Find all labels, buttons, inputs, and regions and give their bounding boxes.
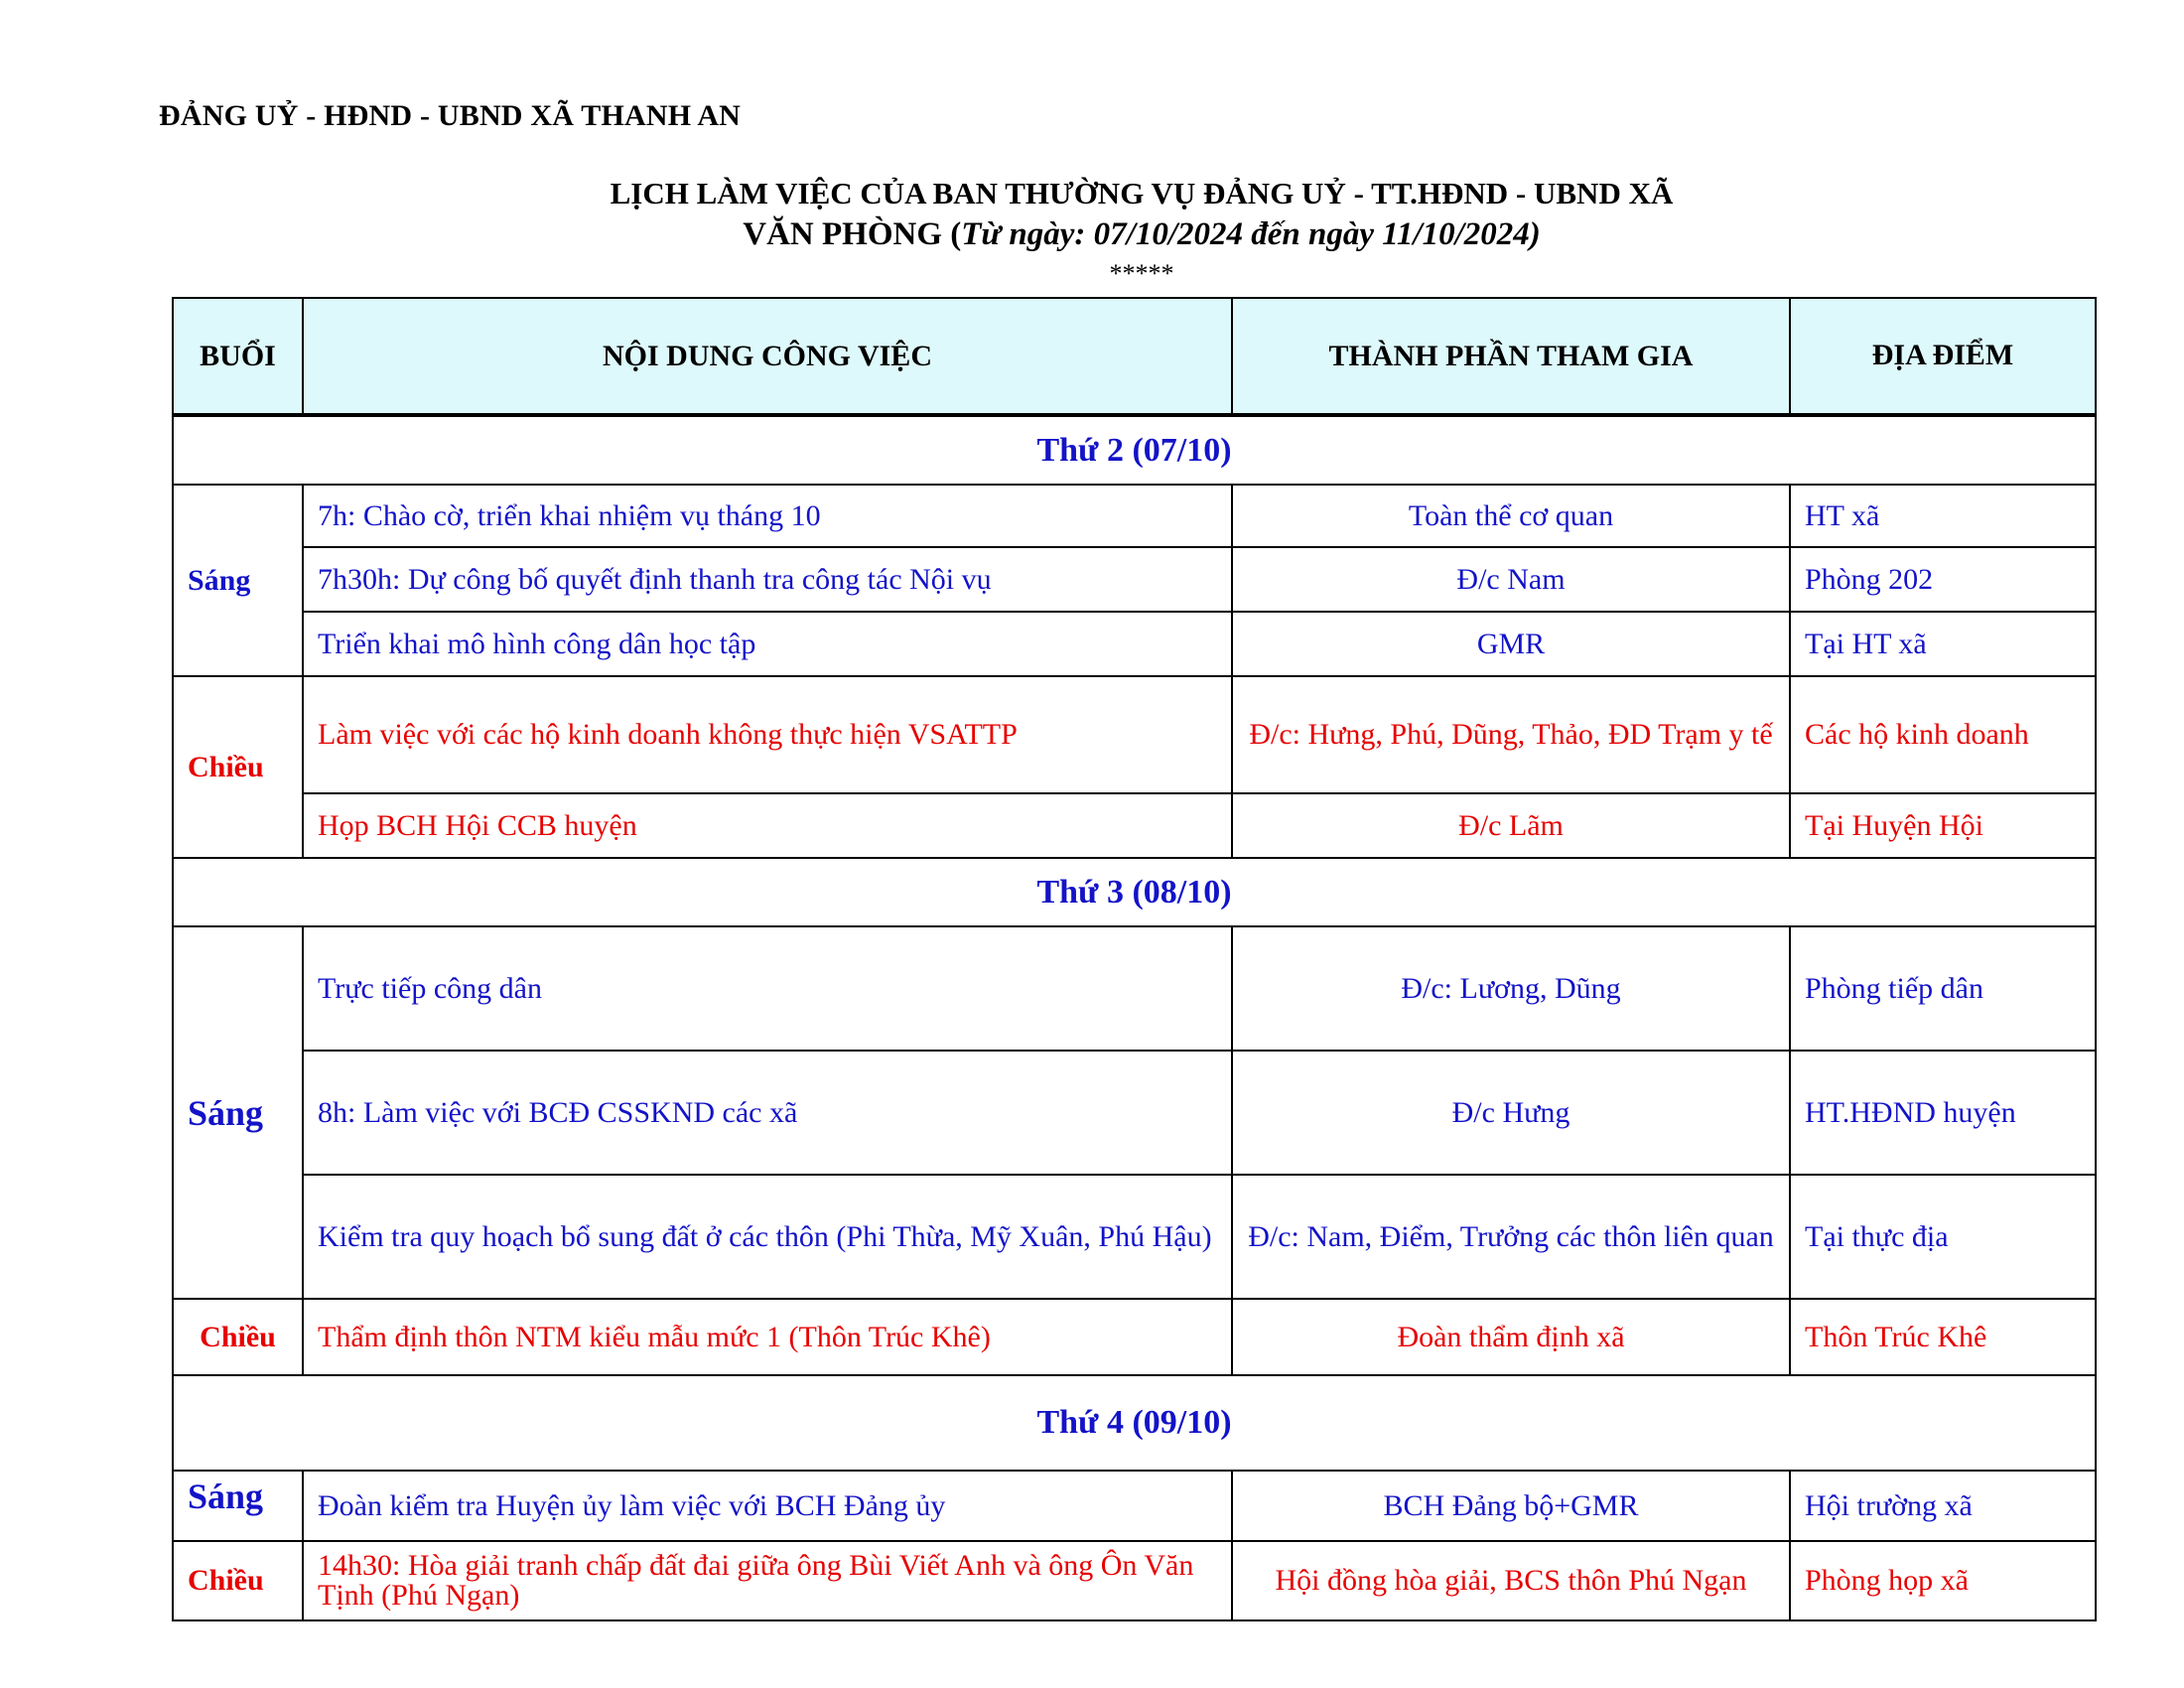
- task-content: Trực tiếp công dân: [303, 926, 1232, 1051]
- day-label: Thứ 3 (08/10): [173, 858, 2096, 926]
- document-subtitle: [0, 216, 2184, 253]
- task-location: HT xã: [1790, 485, 2096, 547]
- column-header-content: NỘI DUNG CÔNG VIỆC: [303, 298, 1232, 415]
- table-header-row: [173, 298, 2096, 415]
- task-participants: Đ/c: Nam, Điểm, Trưởng các thôn liên quan: [1232, 1175, 1790, 1299]
- task-location: Phòng họp xã: [1790, 1541, 2096, 1620]
- task-location: Các hộ kinh doanh: [1790, 676, 2096, 793]
- task-location: Phòng tiếp dân: [1790, 926, 2096, 1051]
- day-row: [173, 415, 2096, 485]
- table-row: [173, 612, 2096, 676]
- task-participants: Toàn thể cơ quan: [1232, 485, 1790, 547]
- stars-divider: *****: [1109, 259, 1174, 288]
- task-content: 8h: Làm việc với BCĐ CSSKND các xã: [303, 1051, 1232, 1175]
- task-location: Tại Huyện Hội: [1790, 793, 2096, 858]
- schedule-table: [172, 297, 2097, 1621]
- task-location: Hội trường xã: [1790, 1471, 2096, 1541]
- session-label: Chiều: [173, 676, 303, 858]
- task-participants: Đ/c Lãm: [1232, 793, 1790, 858]
- task-location: Tại thực địa: [1790, 1175, 2096, 1299]
- table-row: [173, 1541, 2096, 1620]
- task-participants: Đ/c Nam: [1232, 547, 1790, 612]
- task-participants: Đoàn thẩm định xã: [1232, 1299, 1790, 1375]
- task-participants: Đ/c Hưng: [1232, 1051, 1790, 1175]
- table-row: [173, 1175, 2096, 1299]
- task-participants: BCH Đảng bộ+GMR: [1232, 1471, 1790, 1541]
- task-content: Kiểm tra quy hoạch bổ sung đất ở các thôn (Phi Thừa, Mỹ Xuân, Phú Hậu): [303, 1175, 1232, 1299]
- column-header-participants: THÀNH PHẦN THAM GIA: [1232, 298, 1790, 415]
- task-content: 7h30h: Dự công bố quyết định thanh tra công tác Nội vụ: [303, 547, 1232, 612]
- day-row: [173, 858, 2096, 926]
- task-content: 7h: Chào cờ, triển khai nhiệm vụ tháng 10: [303, 485, 1232, 547]
- date-range: Từ ngày: 07/10/2024 đến ngày 11/10/2024): [961, 216, 1541, 252]
- task-content: Triển khai mô hình công dân học tập: [303, 612, 1232, 676]
- table-row: [173, 1299, 2096, 1375]
- task-location: Phòng 202: [1790, 547, 2096, 612]
- table-row: [173, 547, 2096, 612]
- table-row: [173, 485, 2096, 547]
- subtitle-prefix: VĂN PHÒNG (: [743, 216, 962, 252]
- organization-name: ĐẢNG UỶ - HĐND - UBND XÃ THANH AN: [159, 99, 742, 132]
- task-participants: Đ/c: Lương, Dũng: [1232, 926, 1790, 1051]
- task-content: Họp BCH Hội CCB huyện: [303, 793, 1232, 858]
- document-title: LỊCH LÀM VIỆC CỦA BAN THƯỜNG VỤ ĐẢNG UỶ - TT.HĐND - UBND XÃ: [610, 176, 1674, 211]
- task-location: Thôn Trúc Khê: [1790, 1299, 2096, 1375]
- session-label: Chiều: [173, 1541, 303, 1620]
- task-content: Đoàn kiểm tra Huyện ủy làm việc với BCH Đảng ủy: [303, 1471, 1232, 1541]
- session-label: Sáng: [173, 1471, 303, 1541]
- task-content: Thẩm định thôn NTM kiểu mẫu mức 1 (Thôn Trúc Khê): [303, 1299, 1232, 1375]
- session-label: Chiều: [173, 1299, 303, 1375]
- table-row: [173, 926, 2096, 1051]
- table-row: [173, 793, 2096, 858]
- task-content: 14h30: Hòa giải tranh chấp đất đai giữa ông Bùi Viết Anh và ông Ôn Văn Tịnh (Phú Ngạn): [303, 1541, 1232, 1620]
- day-row: [173, 1375, 2096, 1471]
- task-content: Làm việc với các hộ kinh doanh không thực hiện VSATTP: [303, 676, 1232, 793]
- day-label: Thứ 2 (07/10): [173, 415, 2096, 485]
- column-header-session: BUỔI: [173, 298, 303, 415]
- task-participants: Đ/c: Hưng, Phú, Dũng, Thảo, ĐD Trạm y tế: [1232, 676, 1790, 793]
- task-location: HT.HĐND huyện: [1790, 1051, 2096, 1175]
- day-label: Thứ 4 (09/10): [173, 1375, 2096, 1471]
- table-row: [173, 1471, 2096, 1541]
- column-header-location: ĐỊA ĐIỂM: [1790, 298, 2096, 415]
- table-row: [173, 1051, 2096, 1175]
- task-participants: GMR: [1232, 612, 1790, 676]
- table-row: [173, 676, 2096, 793]
- session-label: Sáng: [173, 926, 303, 1299]
- session-label: Sáng: [173, 485, 303, 676]
- task-participants: Hội đồng hòa giải, BCS thôn Phú Ngạn: [1232, 1541, 1790, 1620]
- task-location: Tại HT xã: [1790, 612, 2096, 676]
